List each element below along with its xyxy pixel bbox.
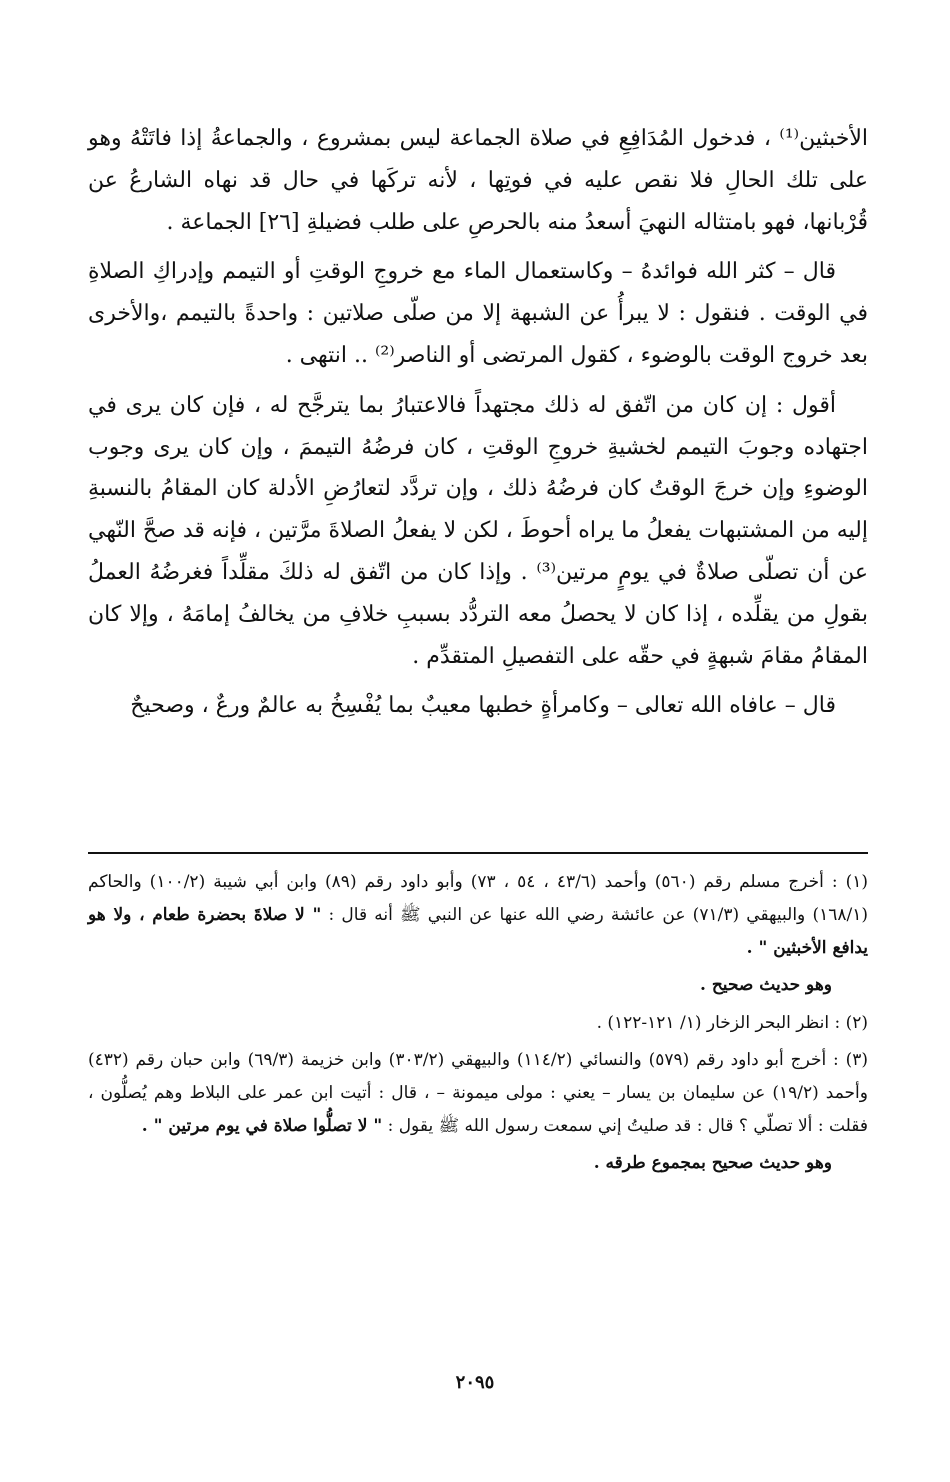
- page-number: ٢٠٩٥: [455, 1372, 495, 1393]
- footnote-divider: [88, 852, 868, 854]
- paragraph-1: الأخبثين⁽¹⁾ ، فدخول المُدَافِعِ في صلاة الجماعة ليس بمشروع ، والجماعةُ إذا فاتَتْهُ وهو على تلك الحالِ فلا نقص عليه في فوتِها ، لأنه تركَها في حال قد نهاه الشارعُ عن قُرْبانها، فهو بامتثاله النهيَ أسعدُ منه بالحرصِ على طلب فضيلةِ [٢٦] الجماعة .: [88, 126, 868, 235]
- footnotes: [88, 866, 868, 1184]
- paragraph-3: أقول : إن كان من اتّفق له ذلك مجتهداً فالاعتبارُ بما يترجَّح له ، فإن كان يرى في اجتهاده وجوبَ التيمم لخشيةِ خروجِ الوقتِ ، كان فرضُهُ التيممَ ، وإن كان يرى وجوب الوضوءِ وإن خرجَ الوقتُ كان فرضُهُ ذلك ، وإن تردَّد لتعارُضِ الأدلة كان المقامُ بالنسبةِ إليه من المشتبهات يفعلُ ما يراه أحوطَ ، لكن لا يفعلُ الصلاةَ مرَّتين ، فإنه قد صحَّ النّهي عن أن تصلّى صلاةٌ في يومٍ مرتين⁽³⁾ . وإذا كان من اتّفق له ذلكَ مقلِّداً فغرضُهُ العملُ بقولِ من يقلِّده ، إذا كان لا يحصلُ معه التردُّد بسببِ خلافِ من يخالفُ إمامَهُ ، وإلا كان المقامُ مقامَ شبهةٍ في حقّه على التفصيلِ المتقدِّم .: [88, 392, 869, 669]
- paragraph-4: قال – عافاه الله تعالى – وكامرأةٍ خطبها معيبٌ بما يُفْسِخُ به عالمٌ ورعٌ ، وصحيحٌ: [130, 693, 836, 719]
- footnote-1: [88, 866, 868, 965]
- footnote-2: [88, 1007, 868, 1040]
- footnote-3-quote: " لا تصلُّوا صلاة في يوم مرتين " .: [141, 1115, 383, 1136]
- footnote-1-quote: " لا صلاةَ بحضرة طعام ، ولا هو يدافع الأخبثين " .: [88, 905, 868, 959]
- footnote-1-grade: وهو حديث صحيح .: [700, 975, 832, 996]
- footnote-3: [88, 1044, 868, 1143]
- footnote-1-text: (١) : أخرج مسلم رقم (٥٦٠) وأحمد (٤٣/٦ ، ٥٤ ، ٧٣) وأبو داود رقم (٨٩) وابن أبي شيبة (١٠٠/٢) والحاكم (١٦٨/١) والبيهقي (٧١/٣) عن عائشة رضي الله عنها عن النبي ﷺ أنه قال :: [88, 872, 869, 926]
- footnote-3-text: (٣) : أخرج أبو داود رقم (٥٧٩) والنسائي (١١٤/٢) والبيهقي (٣٠٣/٢) وابن خزيمة (٦٩/٣) وابن حبان رقم (٤٣٢) وأحمد (١٩/٢) عن سليمان بن يسار – يعني : مولى ميمونة – ، قال : أتيت ابن عمر على البلاط وهم يُصلُّون ، فقلت : ألا تصلّي ؟ قال : قد صليتُ إني سمعت رسول الله ﷺ يقول :: [88, 1049, 869, 1136]
- footnote-1-grade-line: [88, 969, 868, 1002]
- main-text: [88, 118, 868, 735]
- footnote-2-text: (٢) : انظر البحر الزخار (١/ ١٢١-١٢٢) .: [596, 1012, 868, 1033]
- footnote-3-grade: وهو حديث صحيح بمجموع طرقه .: [593, 1153, 832, 1174]
- paragraph-2: قال – كثر الله فوائدهُ – وكاستعمال الماء مع خروجِ الوقتِ أو التيمم وإدراكِ الصلاةِ في الوقت . فنقول : لا يبرأُ عن الشبهة إلا من صلّى صلاتين : واحدةً بالتيمم ،والأخرى بعد خروج الوقت بالوضوء ، كقول المرتضى أو الناصر⁽²⁾ .. انتهى .: [88, 259, 868, 368]
- footnote-3-grade-line: [88, 1147, 868, 1180]
